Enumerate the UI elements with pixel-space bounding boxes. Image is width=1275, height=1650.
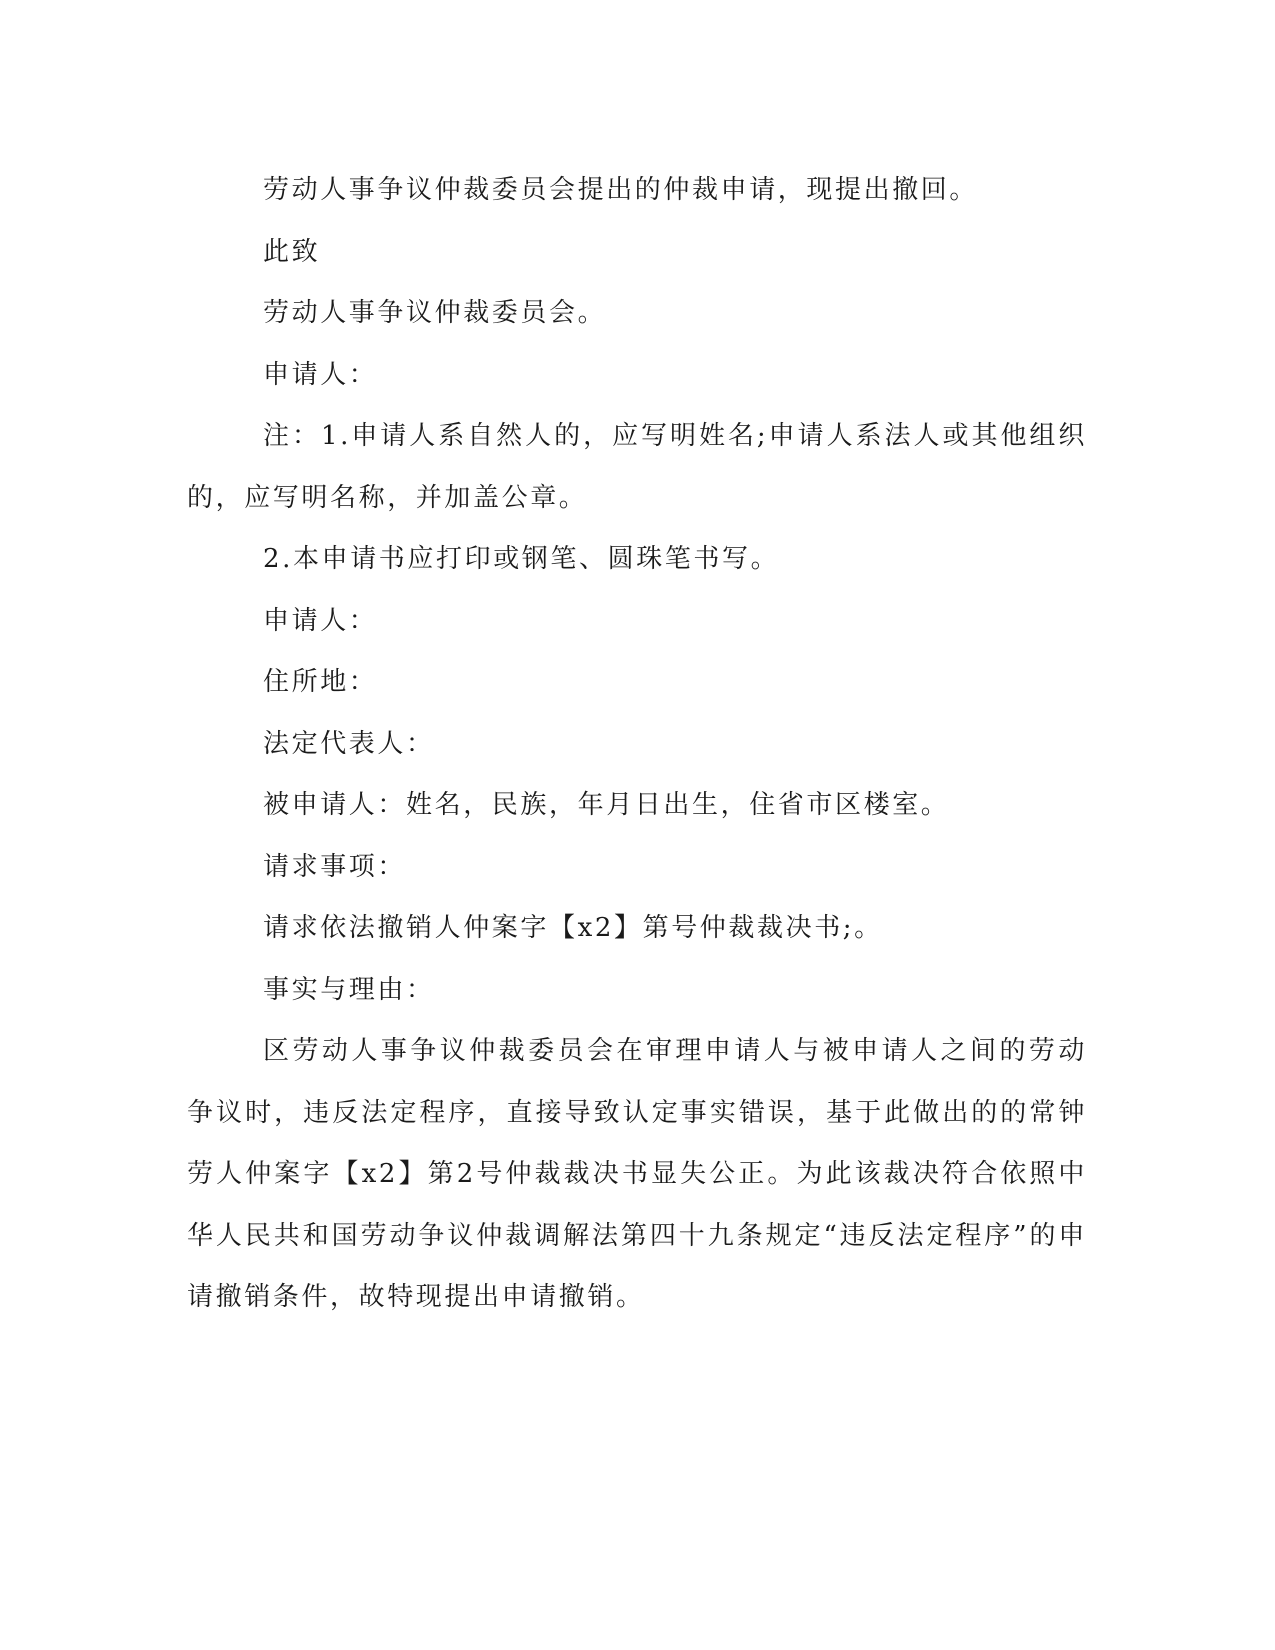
paragraph-address: 住所地：	[263, 667, 378, 697]
paragraph-note-1: 注：1.申请人系自然人的，应写明姓名;申请人系法人或其他组织的，应写明名称，并加盖公章。	[187, 421, 1087, 513]
paragraph-applicant-label: 申请人：	[263, 359, 378, 390]
paragraph-facts-body: 区劳动人事争议仲裁委员会在审理申请人与被申请人之间的劳动争议时，违反法定程序，直接导致认定事实错误，基于此做出的的常钟劳人仲案字【x2】第2号仲裁裁决书显失公正。为此该裁决符合依照中华人民共和国劳动争议仲裁调解法第四十九条规定“违反法定程序”的申请撤销条件，故特现提出申请撤销。	[187, 1036, 1087, 1312]
paragraph-legal-representative: 法定代表人：	[263, 728, 435, 759]
paragraph-note-2: 2.本申请书应打印或钢笔、圆珠笔书写。	[263, 544, 780, 574]
paragraph-respondent: 被申请人：姓名，民族，年月日出生，住省市区楼室。	[263, 790, 950, 820]
paragraph-claims-heading: 请求事项：	[263, 851, 407, 882]
paragraph-applicant: 申请人：	[263, 605, 378, 636]
paragraph-recipient: 劳动人事争议仲裁委员会。	[263, 298, 607, 328]
paragraph-salutation: 此致	[263, 236, 321, 267]
paragraph-claim: 请求依法撤销人仲案字【x2】第号仲裁裁决书;。	[263, 913, 883, 943]
paragraph-facts-heading: 事实与理由：	[263, 974, 435, 1005]
paragraph-withdrawal: 劳动人事争议仲裁委员会提出的仲裁申请，现提出撤回。	[263, 175, 979, 205]
document-body	[187, 160, 1087, 1329]
